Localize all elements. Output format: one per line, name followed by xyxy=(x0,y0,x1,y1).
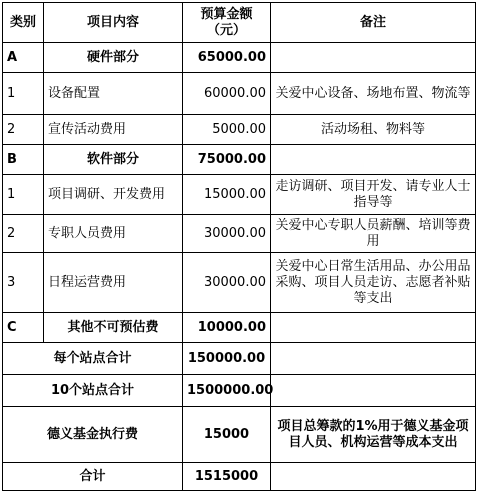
amount-cell: 65000.00 xyxy=(183,43,271,73)
category-cell: 3 xyxy=(3,253,44,313)
summary-amount: 15000 xyxy=(183,407,271,463)
amount-cell: 5000.00 xyxy=(183,115,271,145)
header-category: 类别 xyxy=(3,3,44,43)
summary-row-total xyxy=(3,463,476,491)
item-cell: 设备配置 xyxy=(44,73,183,115)
table-row xyxy=(3,253,476,313)
category-cell: B xyxy=(3,145,44,175)
item-cell: 宣传活动费用 xyxy=(44,115,183,145)
item-cell: 项目调研、开发费用 xyxy=(44,175,183,215)
summary-notes xyxy=(271,463,476,491)
header-item: 项目内容 xyxy=(44,3,183,43)
item-cell: 日程运营费用 xyxy=(44,253,183,313)
summary-notes: 项目总筹款的1%用于德义基金项目人员、机构运营等成本支出 xyxy=(271,407,476,463)
category-cell: A xyxy=(3,43,44,73)
summary-amount: 150000.00 xyxy=(183,343,271,375)
category-cell: 1 xyxy=(3,73,44,115)
summary-row-execution-fee xyxy=(3,407,476,463)
notes-cell xyxy=(271,43,476,73)
table-row xyxy=(3,115,476,145)
amount-cell: 30000.00 xyxy=(183,253,271,313)
amount-cell: 75000.00 xyxy=(183,145,271,175)
table-row xyxy=(3,73,476,115)
notes-cell: 关爱中心专职人员薪酬、培训等费用 xyxy=(271,215,476,253)
category-cell: 2 xyxy=(3,115,44,145)
table-row xyxy=(3,215,476,253)
header-notes: 备注 xyxy=(271,3,476,43)
budget-table xyxy=(2,2,476,491)
notes-cell xyxy=(271,313,476,343)
notes-cell: 走访调研、项目开发、请专业人士指导等 xyxy=(271,175,476,215)
summary-label: 德义基金执行费 xyxy=(3,407,183,463)
item-cell: 软件部分 xyxy=(44,145,183,175)
category-cell: 2 xyxy=(3,215,44,253)
header-budget: 预算金额（元） xyxy=(183,3,271,43)
notes-cell: 活动场租、物料等 xyxy=(271,115,476,145)
table-row-section-c xyxy=(3,313,476,343)
notes-cell: 关爱中心设备、场地布置、物流等 xyxy=(271,73,476,115)
summary-row-per-site xyxy=(3,343,476,375)
table-header-row xyxy=(3,3,476,43)
category-cell: 1 xyxy=(3,175,44,215)
summary-label: 每个站点合计 xyxy=(3,343,183,375)
amount-cell: 15000.00 xyxy=(183,175,271,215)
table-row xyxy=(3,175,476,215)
summary-notes xyxy=(271,375,476,407)
table-row-section-b xyxy=(3,145,476,175)
summary-label: 合计 xyxy=(3,463,183,491)
item-cell: 专职人员费用 xyxy=(44,215,183,253)
summary-amount: 1500000.00 xyxy=(183,375,271,407)
summary-label: 10个站点合计 xyxy=(3,375,183,407)
item-cell: 其他不可预估费 xyxy=(44,313,183,343)
table-row-section-a xyxy=(3,43,476,73)
amount-cell: 60000.00 xyxy=(183,73,271,115)
amount-cell: 10000.00 xyxy=(183,313,271,343)
notes-cell xyxy=(271,145,476,175)
summary-row-ten-sites xyxy=(3,375,476,407)
category-cell: C xyxy=(3,313,44,343)
summary-amount: 1515000 xyxy=(183,463,271,491)
amount-cell: 30000.00 xyxy=(183,215,271,253)
notes-cell: 关爱中心日常生活用品、办公用品采购、项目人员走访、志愿者补贴等支出 xyxy=(271,253,476,313)
summary-notes xyxy=(271,343,476,375)
item-cell: 硬件部分 xyxy=(44,43,183,73)
